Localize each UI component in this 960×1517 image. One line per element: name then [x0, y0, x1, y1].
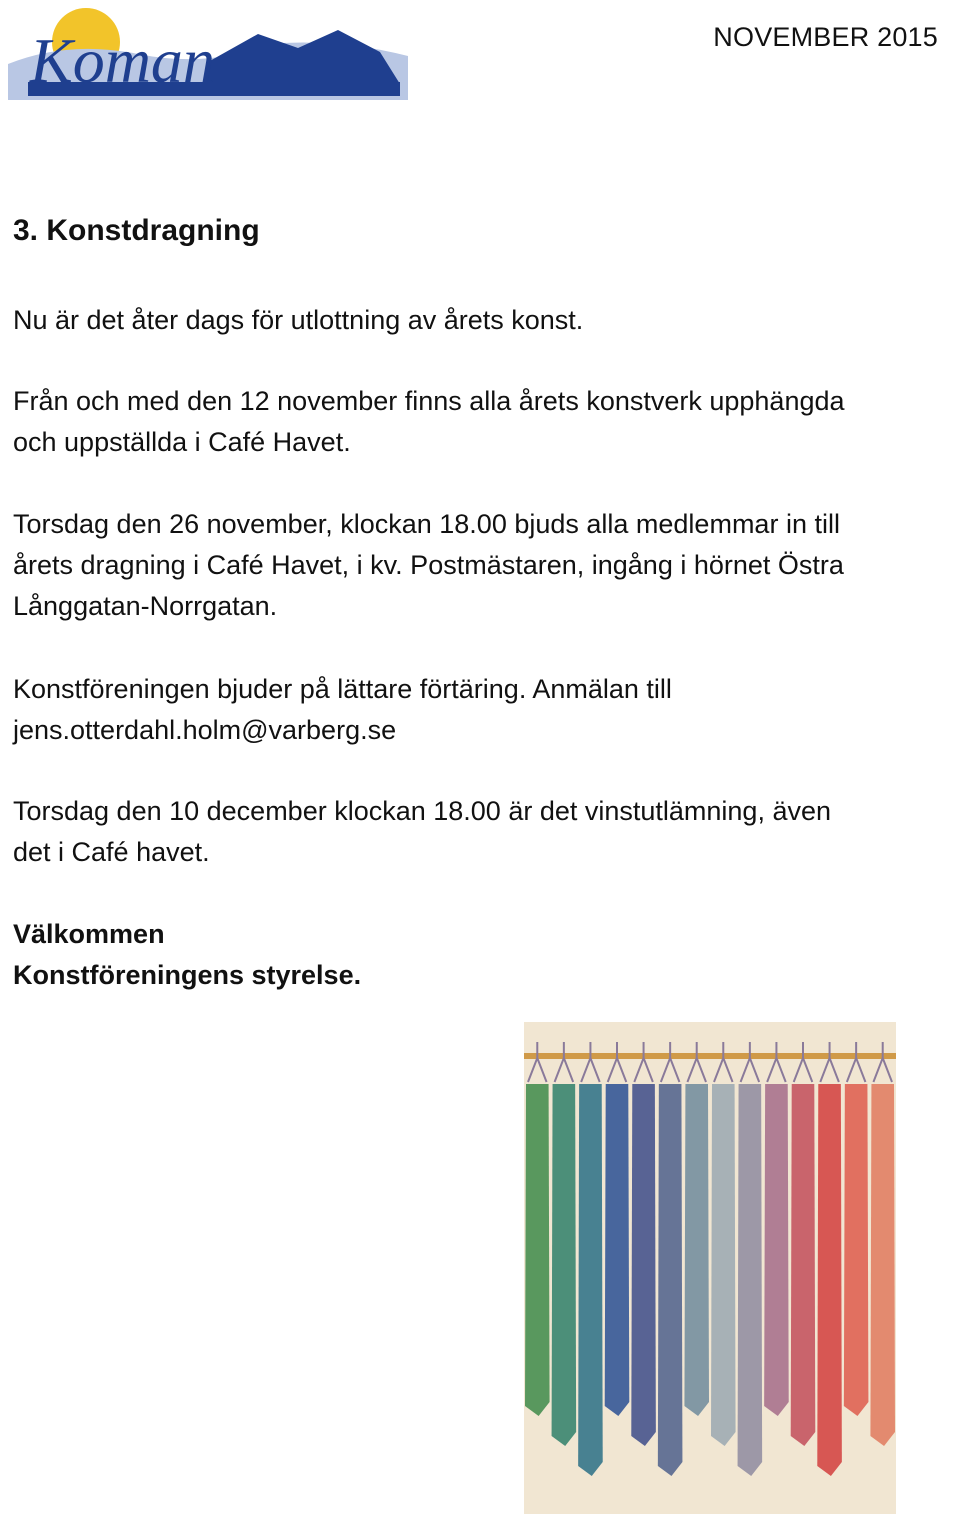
paragraph-registration	[13, 669, 953, 751]
text-line: det i Café havet.	[13, 837, 210, 867]
issue-date: NOVEMBER 2015	[713, 22, 938, 52]
paragraph-exhibition	[13, 381, 953, 463]
text-line: Långgatan-Norrgatan.	[13, 591, 278, 621]
logo-text: Koman	[30, 25, 215, 96]
text-line: årets dragning i Café Havet, i kv. Postmästaren, ingång i hörnet Östra	[13, 550, 844, 580]
garment	[764, 1084, 789, 1416]
garment	[711, 1084, 736, 1446]
section-heading: 3. Konstdragning	[13, 214, 260, 247]
text-line: Från och med den 12 november finns alla årets konstverk upphängda	[13, 386, 845, 416]
garment	[738, 1084, 763, 1476]
garment	[631, 1084, 656, 1446]
garment	[552, 1084, 577, 1446]
garment	[791, 1084, 816, 1446]
text-line: Torsdag den 10 december klockan 18.00 är det vinstutlämning, även	[13, 796, 832, 826]
paragraph-drawing	[13, 504, 953, 627]
garment	[870, 1084, 895, 1446]
signoff-signature: Konstföreningens styrelse.	[13, 960, 362, 990]
garment	[844, 1084, 869, 1416]
paragraph-intro	[13, 300, 953, 341]
text-line: Torsdag den 26 november, klockan 18.00 bjuds alla medlemmar in till	[13, 509, 840, 539]
email-link[interactable]: jens.otterdahl.holm@varberg.se	[13, 715, 397, 745]
garment	[525, 1084, 550, 1416]
text-line: Nu är det åter dags för utlottning av årets konst.	[13, 305, 584, 335]
artwork-painting	[524, 1022, 896, 1514]
garment	[578, 1084, 603, 1476]
koman-logo	[8, 4, 408, 100]
text-line: och uppställda i Café Havet.	[13, 427, 351, 457]
garment	[605, 1084, 630, 1416]
text-line: Konstföreningen bjuder på lättare förtäring. Anmälan till	[13, 674, 672, 704]
garment	[817, 1084, 842, 1476]
garment	[684, 1084, 709, 1416]
garment	[658, 1084, 683, 1476]
logo-mountain	[208, 30, 400, 84]
signoff-greeting: Välkommen	[13, 919, 165, 949]
paragraph-prize-pickup	[13, 791, 953, 873]
signoff	[13, 914, 953, 996]
